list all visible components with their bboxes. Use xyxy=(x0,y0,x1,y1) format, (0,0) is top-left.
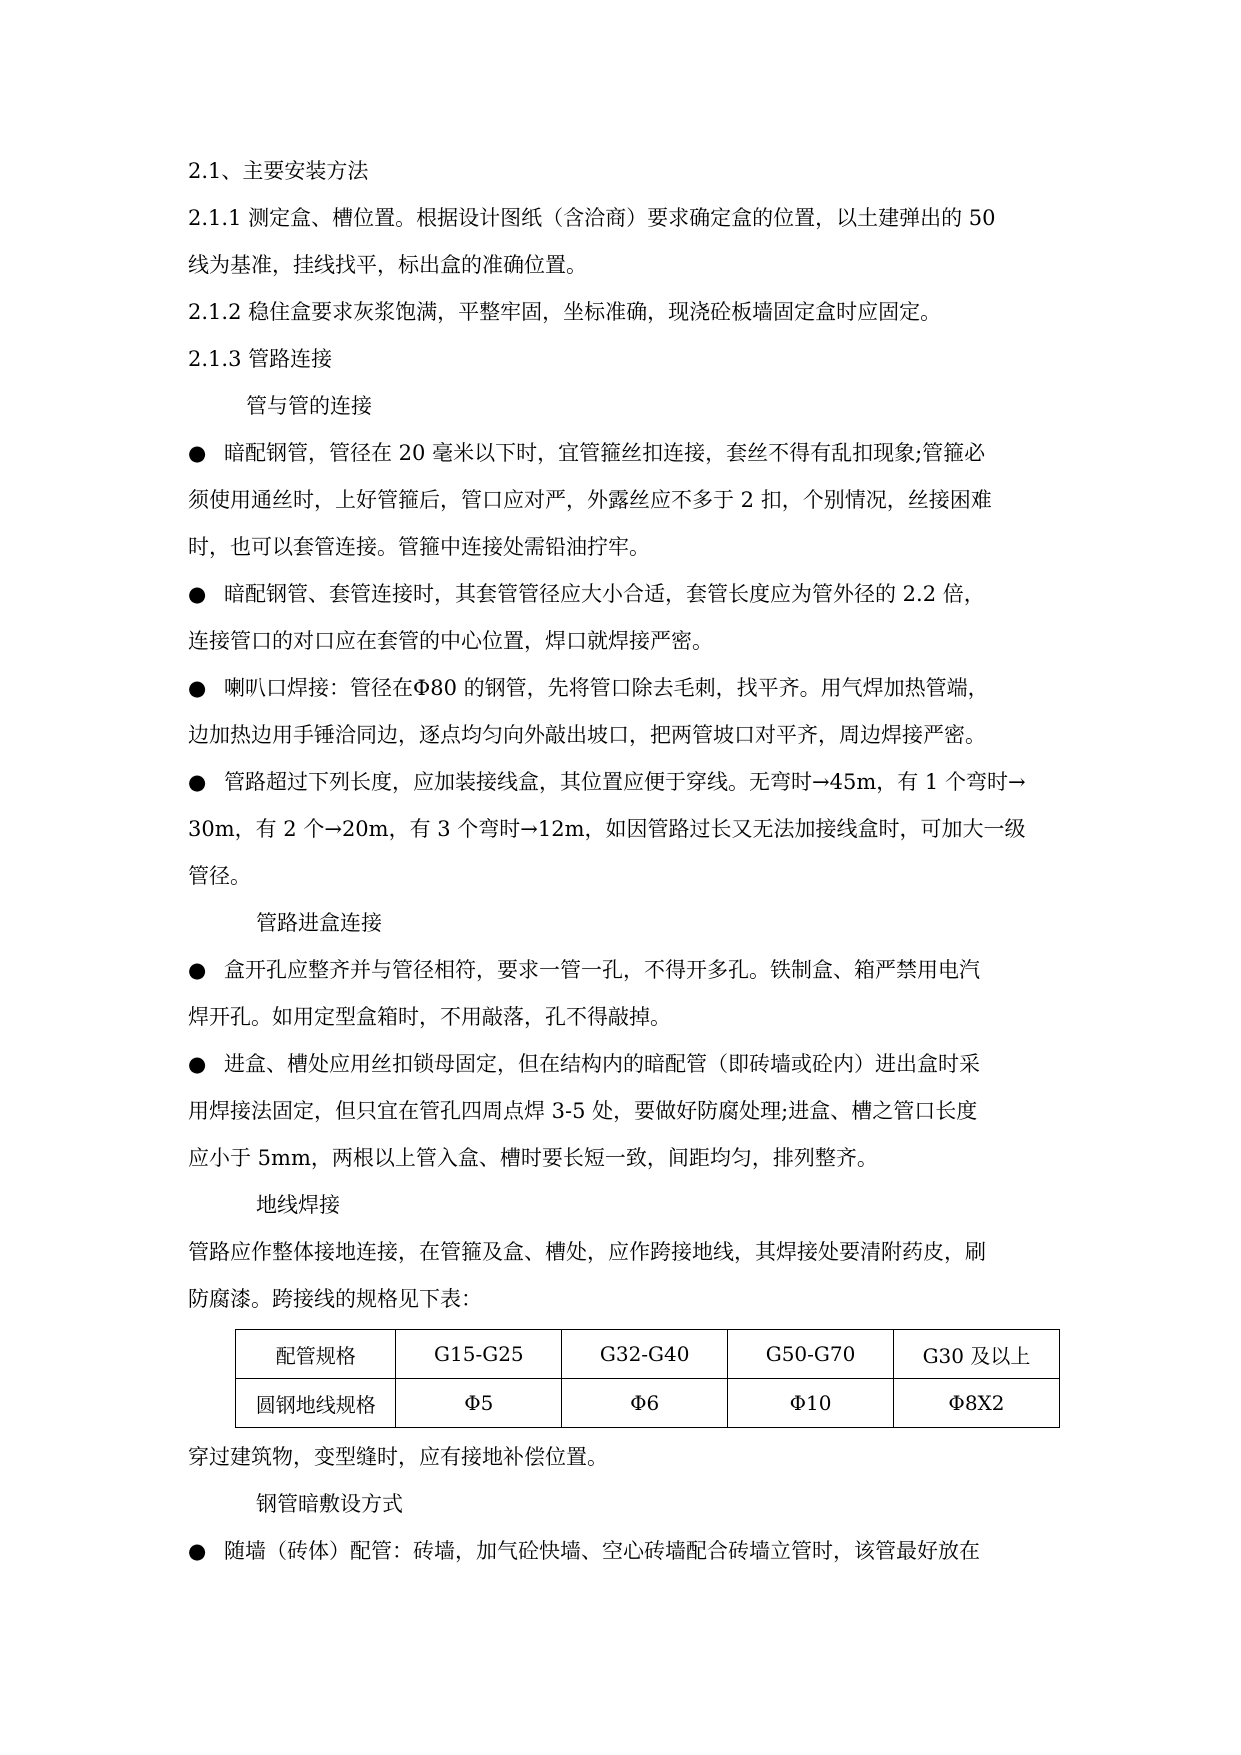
bullet-6-line-1: ● 进盒、槽处应用丝扣锁母固定，但在结构内的暗配管（即砖墙或砼内）进出盒时采 xyxy=(188,1041,1060,1088)
ground-text-line-1: 管路应作整体接地连接，在管箍及盒、槽处，应作跨接地线，其焊接处要清附药皮，刷 xyxy=(188,1240,986,1264)
table-cell: G32-G40 xyxy=(562,1330,728,1379)
table-row xyxy=(236,1330,1060,1379)
bullet-7-line-1: ● 随墙（砖体）配管：砖墙，加气砼快墙、空心砖墙配合砖墙立管时，该管最好放在 xyxy=(188,1528,1060,1575)
bullet-1-line-1: ● 暗配钢管，管径在 20 毫米以下时，宜管箍丝扣连接，套丝不得有乱扣现象;管箍必 xyxy=(188,430,1060,477)
section-2-1-1-line-1: 2.1.1 测定盒、槽位置。根据设计图纸（含洽商）要求确定盒的位置，以土建弹出的 50 xyxy=(188,206,996,230)
bullet-icon: ● xyxy=(188,676,207,700)
bullet-4-line-1: ● 管路超过下列长度，应加装接线盒，其位置应便于穿线。无弯时→45m，有 1 个弯时→ xyxy=(188,759,1060,806)
bullet-4-line-2: 30m，有 2 个→20m，有 3 个弯时→12m，如因管路过长又无法加接线盒时，可加大一级 xyxy=(188,817,1026,841)
section-2-1-3-title: 2.1.3 管路连接 xyxy=(188,347,333,371)
bullet-6-line-3: 应小于 5mm，两根以上管入盒、槽时要长短一致，间距均匀，排列整齐。 xyxy=(188,1146,878,1170)
after-table-text: 穿过建筑物，变型缝时，应有接地补偿位置。 xyxy=(188,1445,608,1469)
bullet-icon: ● xyxy=(188,1539,207,1563)
bullet-3-line-1: ● 喇叭口焊接：管径在Φ80 的钢管，先将管口除去毛刺，找平齐。用气焊加热管端， xyxy=(188,665,1060,712)
bullet-2-line-2: 连接管口的对口应在套管的中心位置，焊口就焊接严密。 xyxy=(188,629,713,653)
section-2-1-2: 2.1.2 稳住盒要求灰浆饱满，平整牢固，坐标准确，现浇砼板墙固定盒时应固定。 xyxy=(188,300,942,324)
jumper-spec-table xyxy=(235,1329,1060,1428)
table-cell: G15-G25 xyxy=(396,1330,562,1379)
section-2-1-1-line-2: 线为基准，挂线找平，标出盒的准确位置。 xyxy=(188,253,587,277)
bullet-5-line-1: ● 盒开孔应整齐并与管径相符，要求一管一孔，不得开多孔。铁制盒、箱严禁用电汽 xyxy=(188,947,1060,994)
bullet-icon: ● xyxy=(188,958,207,982)
bullet-icon: ● xyxy=(188,582,207,606)
bullet-1-line-3: 时，也可以套管连接。管箍中连接处需铅油拧牢。 xyxy=(188,535,650,559)
table-cell: G30 及以上 xyxy=(893,1330,1059,1379)
ground-text-line-2: 防腐漆。跨接线的规格见下表： xyxy=(188,1287,482,1311)
table-row xyxy=(236,1379,1060,1428)
table-cell: Φ6 xyxy=(562,1379,728,1428)
table-cell: Φ8X2 xyxy=(893,1379,1059,1428)
bullet-2-line-1: ● 暗配钢管、套管连接时，其套管管径应大小合适，套管长度应为管外径的 2.2 倍， xyxy=(188,571,1060,618)
bullet-icon: ● xyxy=(188,770,207,794)
bullet-5-line-2: 焊开孔。如用定型盒箱时，不用敲落，孔不得敲掉。 xyxy=(188,1005,671,1029)
table-cell: G50-G70 xyxy=(728,1330,894,1379)
table-cell: 圆钢地线规格 xyxy=(236,1379,396,1428)
bullet-4-line-3: 管径。 xyxy=(188,864,251,888)
table-cell: Φ5 xyxy=(396,1379,562,1428)
bullet-6-line-2: 用焊接法固定，但只宜在管孔四周点焊 3-5 处，要做好防腐处理;进盒、槽之管口长度 xyxy=(188,1099,978,1123)
subheading-box-connection: 管路进盒连接 xyxy=(256,911,382,935)
bullet-1-line-2: 须使用通丝时，上好管箍后，管口应对严，外露丝应不多于 2 扣，个别情况，丝接困难 xyxy=(188,488,992,512)
subheading-concealed-laying: 钢管暗敷设方式 xyxy=(256,1492,403,1516)
document-content xyxy=(188,148,1060,1575)
table-cell: 配管规格 xyxy=(236,1330,396,1379)
subheading-pipe-connection: 管与管的连接 xyxy=(246,394,372,418)
bullet-icon: ● xyxy=(188,1052,207,1076)
section-2-1-title: 2.1、主要安装方法 xyxy=(188,159,369,183)
bullet-icon: ● xyxy=(188,441,207,465)
bullet-3-line-2: 边加热边用手锤洽同边，逐点均匀向外敲出坡口，把两管坡口对平齐，周边焊接严密。 xyxy=(188,723,986,747)
subheading-ground-welding: 地线焊接 xyxy=(256,1193,340,1217)
table-cell: Φ10 xyxy=(728,1379,894,1428)
